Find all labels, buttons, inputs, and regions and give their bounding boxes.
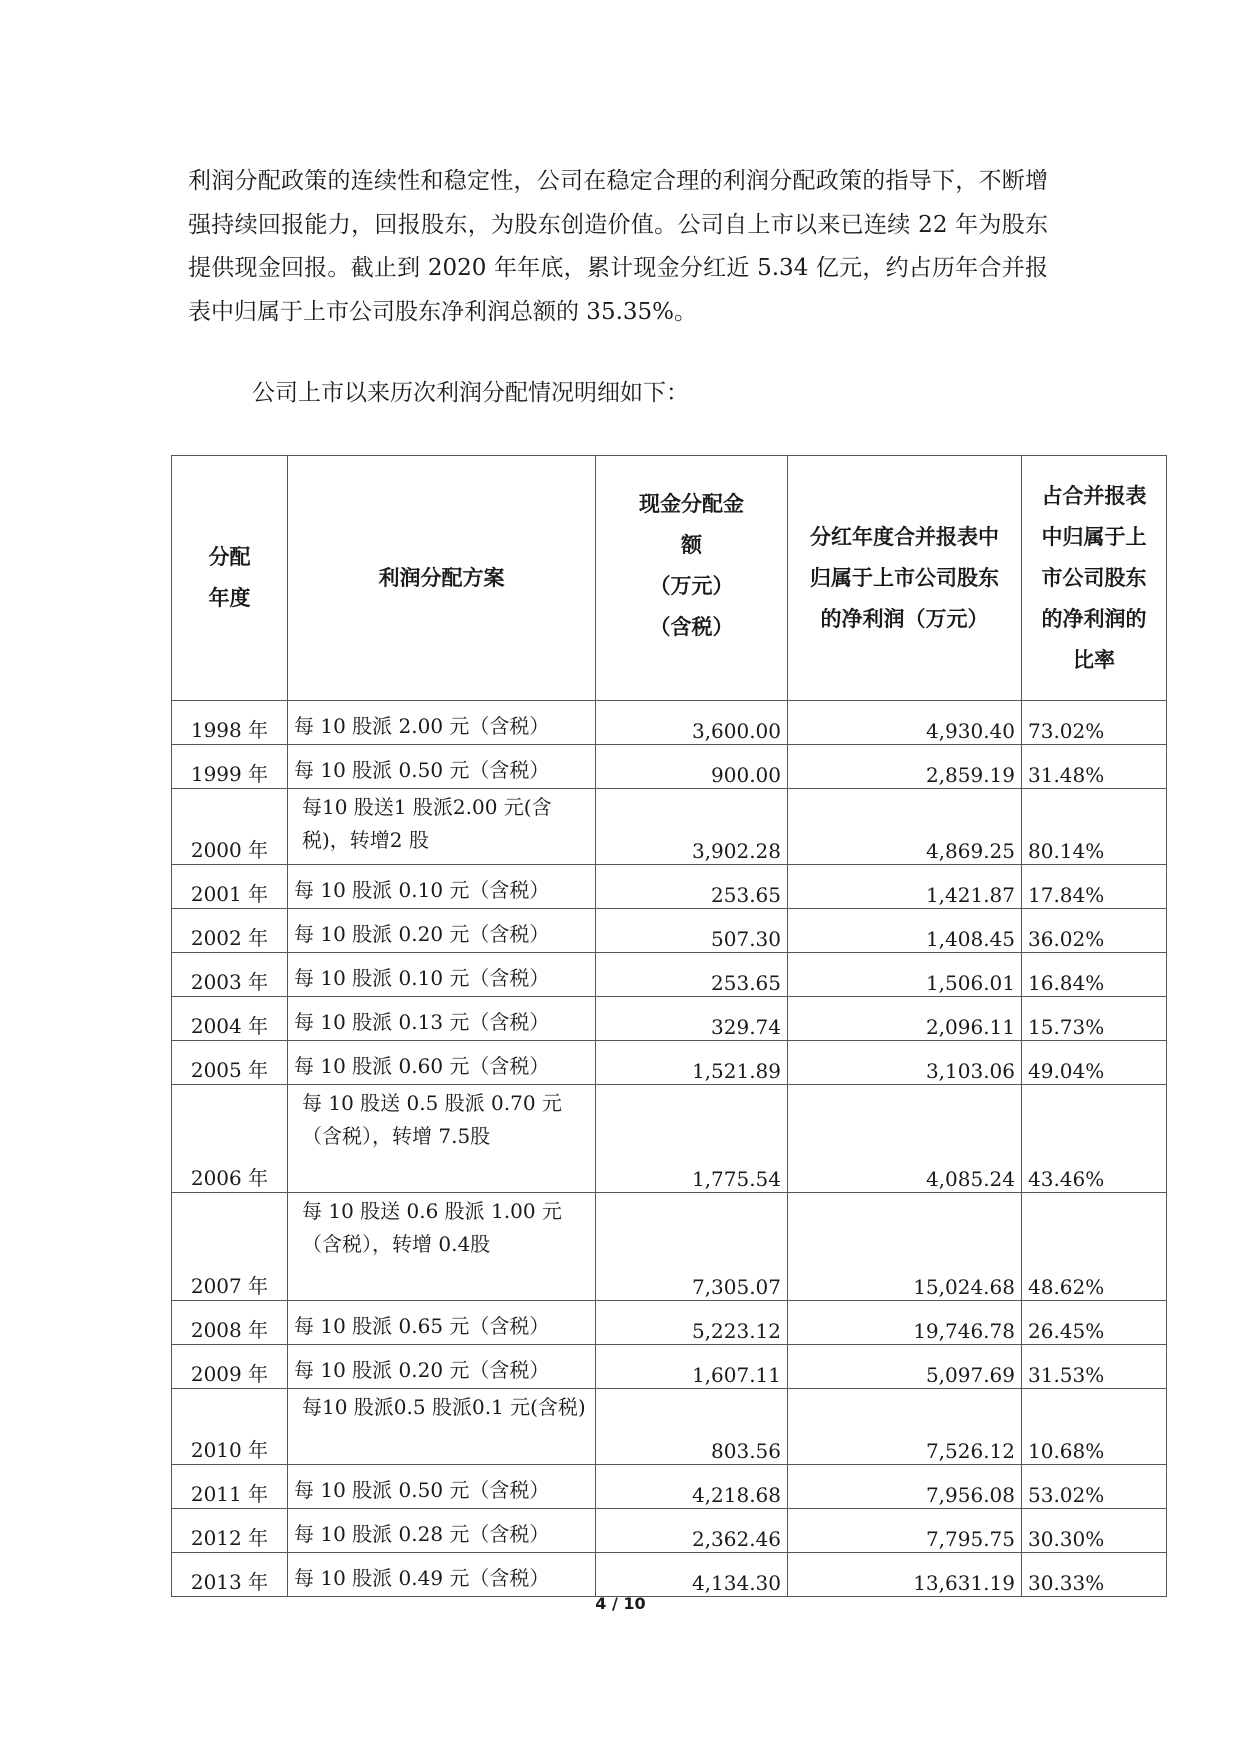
ratio-cell: 30.30%: [1022, 1509, 1167, 1553]
ratio-cell: 17.84%: [1022, 865, 1167, 909]
cash-cell: 5,223.12: [596, 1301, 788, 1345]
plan-cell: 每 10 股派 0.49 元（含税）: [288, 1553, 596, 1597]
ratio-cell: 43.46%: [1022, 1085, 1167, 1193]
year-cell: 2003 年: [172, 953, 288, 997]
cash-cell: 1,775.54: [596, 1085, 788, 1193]
table-header-row: [172, 456, 1167, 701]
year-cell: 2002 年: [172, 909, 288, 953]
profit-cell: 13,631.19: [788, 1553, 1022, 1597]
year-cell: 2013 年: [172, 1553, 288, 1597]
profit-cell: 5,097.69: [788, 1345, 1022, 1389]
profit-cell: 4,930.40: [788, 701, 1022, 745]
plan-cell: 每10 股派0.5 股派0.1 元(含税): [288, 1389, 596, 1465]
table-row: [172, 997, 1167, 1041]
ratio-cell: 49.04%: [1022, 1041, 1167, 1085]
cash-cell: 900.00: [596, 745, 788, 789]
cash-cell: 4,134.30: [596, 1553, 788, 1597]
ratio-cell: 36.02%: [1022, 909, 1167, 953]
plan-cell: 每 10 股派 0.50 元（含税）: [288, 745, 596, 789]
cash-cell: 803.56: [596, 1389, 788, 1465]
year-cell: 2011 年: [172, 1465, 288, 1509]
profit-cell: 7,956.08: [788, 1465, 1022, 1509]
plan-cell: 每 10 股派 0.10 元（含税）: [288, 865, 596, 909]
ratio-cell: 53.02%: [1022, 1465, 1167, 1509]
table-row: [172, 865, 1167, 909]
profit-cell: 4,085.24: [788, 1085, 1022, 1193]
plan-cell: 每 10 股派 0.20 元（含税）: [288, 909, 596, 953]
profit-cell: 4,869.25: [788, 789, 1022, 865]
profit-cell: 15,024.68: [788, 1193, 1022, 1301]
page-number: 4 / 10: [595, 1594, 646, 1613]
table-row: [172, 701, 1167, 745]
header-plan-text: 利润分配方案: [378, 565, 505, 590]
profit-cell: 1,408.45: [788, 909, 1022, 953]
year-cell: 2005 年: [172, 1041, 288, 1085]
ratio-cell: 48.62%: [1022, 1193, 1167, 1301]
cash-cell: 253.65: [596, 953, 788, 997]
plan-cell: 每 10 股派 0.60 元（含税）: [288, 1041, 596, 1085]
year-cell: 1999 年: [172, 745, 288, 789]
table-row: [172, 1553, 1167, 1597]
cash-cell: 1,607.11: [596, 1345, 788, 1389]
header-year: [172, 456, 288, 701]
profit-cell: 1,421.87: [788, 865, 1022, 909]
profit-cell: 7,795.75: [788, 1509, 1022, 1553]
year-cell: 2001 年: [172, 865, 288, 909]
plan-cell: 每 10 股送 0.5 股派 0.70 元 （含税），转增 7.5股: [288, 1085, 596, 1193]
ratio-cell: 30.33%: [1022, 1553, 1167, 1597]
plan-cell: 每 10 股派 0.28 元（含税）: [288, 1509, 596, 1553]
profit-distribution-table: [171, 455, 1167, 1597]
table-row: [172, 953, 1167, 997]
intro-paragraph: 利润分配政策的连续性和稳定性，公司在稳定合理的利润分配政策的指导下，不断增强持续回报能力，回报股东，为股东创造价值。公司自上市以来已连续 22 年为股东提供现金回报。截止到 2020 年年底，累计现金分红近 5.34 亿元，约占历年合并报表中归属于上市公司股东净利润总额的 35.35%。: [188, 168, 1048, 325]
table-row: [172, 1465, 1167, 1509]
ratio-cell: 10.68%: [1022, 1389, 1167, 1465]
header-year-text: 分配 年度: [208, 545, 251, 610]
plan-cell: 每 10 股派 0.13 元（含税）: [288, 997, 596, 1041]
plan-cell: 每 10 股派 0.65 元（含税）: [288, 1301, 596, 1345]
header-plan: [288, 456, 596, 701]
table-row: [172, 1389, 1167, 1465]
cash-cell: 4,218.68: [596, 1465, 788, 1509]
profit-cell: 3,103.06: [788, 1041, 1022, 1085]
ratio-cell: 26.45%: [1022, 1301, 1167, 1345]
year-cell: 1998 年: [172, 701, 288, 745]
cash-cell: 3,902.28: [596, 789, 788, 865]
year-cell: 2008 年: [172, 1301, 288, 1345]
header-cash: [596, 456, 788, 701]
cash-cell: 7,305.07: [596, 1193, 788, 1301]
year-cell: 2009 年: [172, 1345, 288, 1389]
table-row: [172, 1301, 1167, 1345]
year-cell: 2010 年: [172, 1389, 288, 1465]
profit-cell: 1,506.01: [788, 953, 1022, 997]
year-cell: 2007 年: [172, 1193, 288, 1301]
header-ratio: [1022, 456, 1167, 701]
table-body: [172, 701, 1167, 1597]
table-row: [172, 1041, 1167, 1085]
cash-cell: 507.30: [596, 909, 788, 953]
profit-cell: 2,096.11: [788, 997, 1022, 1041]
ratio-cell: 31.53%: [1022, 1345, 1167, 1389]
cash-cell: 329.74: [596, 997, 788, 1041]
plan-cell: 每 10 股派 0.10 元（含税）: [288, 953, 596, 997]
ratio-cell: 73.02%: [1022, 701, 1167, 745]
year-cell: 2000 年: [172, 789, 288, 865]
profit-cell: 19,746.78: [788, 1301, 1022, 1345]
header-profit-text: 分红年度合并报表中 归属于上市公司股东 的净利润（万元）: [810, 524, 999, 631]
year-cell: 2012 年: [172, 1509, 288, 1553]
plan-cell: 每 10 股派 2.00 元（含税）: [288, 701, 596, 745]
profit-cell: 2,859.19: [788, 745, 1022, 789]
table-intro-paragraph: 公司上市以来历次利润分配情况明细如下：: [252, 380, 689, 406]
year-cell: 2004 年: [172, 997, 288, 1041]
table-row: [172, 789, 1167, 865]
header-ratio-text: 占合并报表 中归属于上 市公司股东 的净利润的 比率: [1041, 483, 1147, 672]
header-cash-text: 现金分配金 额 （万元） （含税）: [639, 492, 744, 639]
cash-cell: 3,600.00: [596, 701, 788, 745]
table-row: [172, 1509, 1167, 1553]
table-row: [172, 1193, 1167, 1301]
table-row: [172, 1345, 1167, 1389]
cash-cell: 253.65: [596, 865, 788, 909]
plan-cell: 每 10 股送 0.6 股派 1.00 元 （含税），转增 0.4股: [288, 1193, 596, 1301]
ratio-cell: 15.73%: [1022, 997, 1167, 1041]
cash-cell: 1,521.89: [596, 1041, 788, 1085]
plan-cell: 每 10 股派 0.50 元（含税）: [288, 1465, 596, 1509]
ratio-cell: 16.84%: [1022, 953, 1167, 997]
plan-cell: 每10 股送1 股派2.00 元(含税)，转增2 股: [288, 789, 596, 865]
table-row: [172, 745, 1167, 789]
table-row: [172, 909, 1167, 953]
ratio-cell: 31.48%: [1022, 745, 1167, 789]
header-profit: [788, 456, 1022, 701]
table-row: [172, 1085, 1167, 1193]
profit-cell: 7,526.12: [788, 1389, 1022, 1465]
cash-cell: 2,362.46: [596, 1509, 788, 1553]
ratio-cell: 80.14%: [1022, 789, 1167, 865]
plan-cell: 每 10 股派 0.20 元（含税）: [288, 1345, 596, 1389]
year-cell: 2006 年: [172, 1085, 288, 1193]
